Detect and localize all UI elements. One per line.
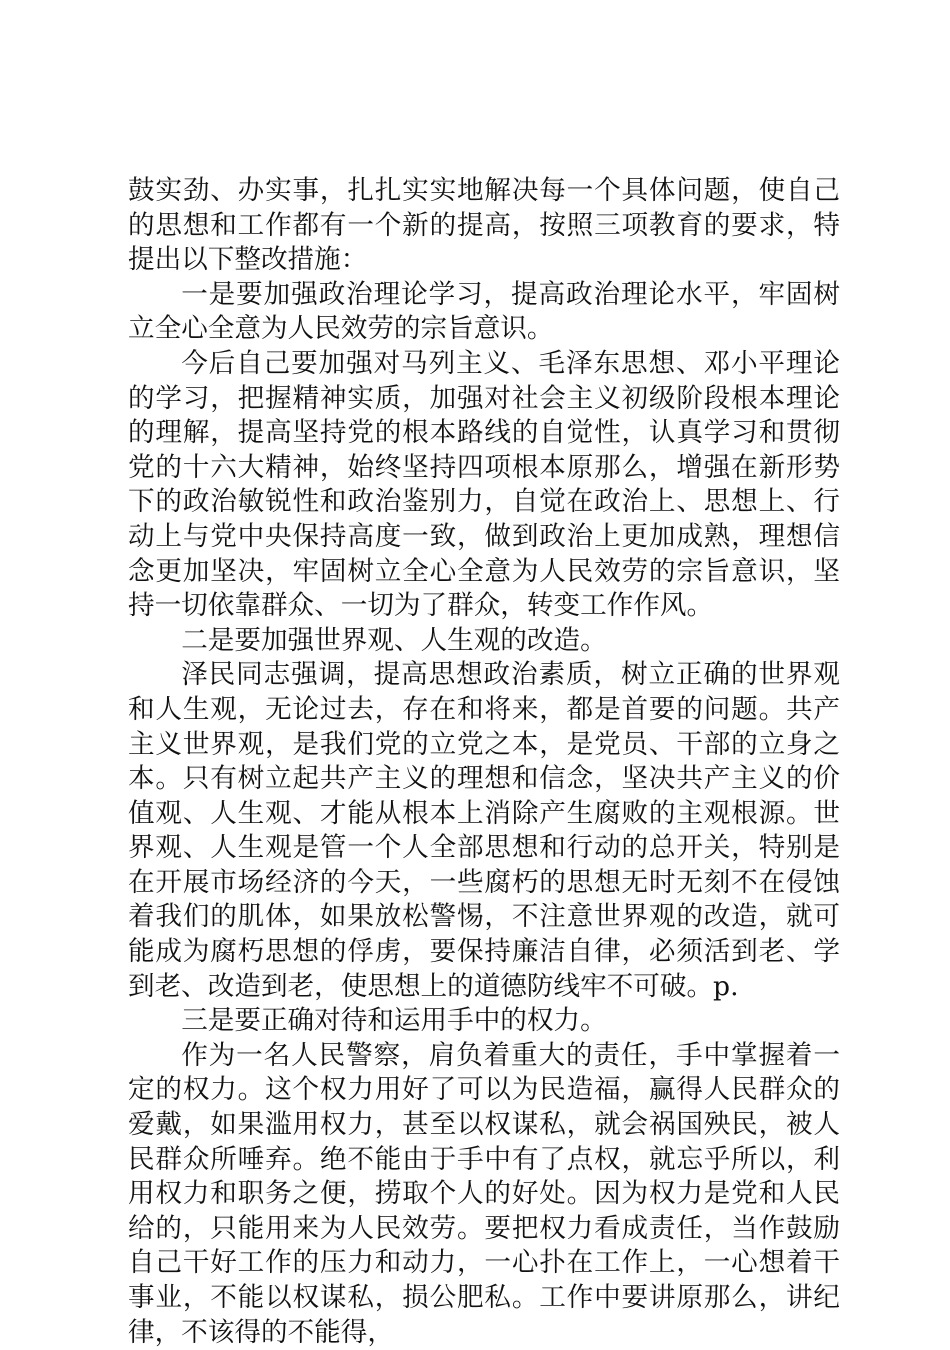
paragraph-6 xyxy=(128,1004,840,1039)
paragraph-2 xyxy=(128,278,840,347)
text-line: 切为了群众，转变工作作风。 xyxy=(367,590,714,622)
text-line: 唾弃。绝不能由于手中有了点权，就忘乎所以，利用权力和职 xyxy=(128,1143,841,1210)
text-line: 以下整改措施： xyxy=(181,244,368,276)
text-line: 私，损公肥私。工作中要讲原那么，讲纪律，不该得的不能得， xyxy=(128,1282,841,1348)
paragraph-3 xyxy=(128,347,840,624)
text-line: 泽民同志强调，提高思想政治素质，树立正确的世界观和人 xyxy=(128,659,840,725)
text-line: 果放松警惕，不注意世界观的改造，就可能成为腐朽思想的俘 xyxy=(128,901,841,968)
paragraph-1 xyxy=(128,174,840,278)
text-line: 观、才能从根本上消除产生腐败的主观根源。世界观、人生观 xyxy=(128,797,841,864)
text-line: 三是要正确对待和运用手中的权力。 xyxy=(181,1005,607,1037)
text-line: 虏，要保持廉洁自律，必须活到老、学到老、改造到老，使思 xyxy=(128,936,841,1002)
text-line: 务之便，捞取个人的好处。因为权力是党和人民给的，只能用 xyxy=(128,1178,841,1244)
text-line: 一是要加强政治理论学习，提高政治理论水平，牢固树立全 xyxy=(128,278,840,345)
text-line: 来为人民效劳。要把权力看成责任，当作鼓励自己干好工作的 xyxy=(128,1212,841,1279)
document-page xyxy=(128,174,840,1350)
text-line: 想上的道德防线牢不可破。p. xyxy=(393,970,739,1002)
text-line: 权力。这个权力用好了可以为民造福，赢得人民群众的爱戴， xyxy=(128,1074,841,1141)
text-line: 性和政治鉴别力，自觉在政治上、思想上、行动上与党中央保 xyxy=(128,486,841,552)
paragraph-4 xyxy=(128,624,840,659)
text-line: 生观，无论过去，存在和将来，都是首要的问题。共产主义世 xyxy=(128,693,841,760)
text-line: 作为一名人民警察，肩负着重大的责任，手中掌握着一定的 xyxy=(128,1039,840,1106)
text-line: 今后自己要加强对马列主义、毛泽东思想、邓小平理论的学 xyxy=(128,347,840,414)
text-line: 的今天，一些腐朽的思想无时无刻不在侵蚀着我们的肌体，如 xyxy=(128,866,841,933)
text-line: 鼓实劲、办实事，扎扎实实地解决每一个具体问题，使自己的 xyxy=(128,175,840,241)
text-line: 二是要加强世界观、人生观的改造。 xyxy=(181,624,607,656)
paragraph-7 xyxy=(128,1039,840,1350)
text-line: 心全意为人民效劳的宗旨意识。 xyxy=(181,313,554,345)
text-line: 界观，是我们党的立党之本，是党员、干部的立身之本。只有 xyxy=(128,728,840,795)
text-line: 树立全心全意为人民效劳的宗旨意识，坚持一切依靠群众、一 xyxy=(128,555,841,622)
text-line: 持高度一致，做到政治上更加成熟，理想信念更加坚决，牢固 xyxy=(128,520,841,587)
paragraph-5 xyxy=(128,658,840,1004)
text-line: 如果滥用权力，甚至以权谋私，就会祸国殃民，被人民群众所 xyxy=(128,1109,840,1175)
text-line: 习，把握精神实质，加强对社会主义初级阶段根本理论的理解， xyxy=(128,382,841,449)
text-line: 提高坚持党的根本路线的自觉性，认真学习和贯彻党的十六大 xyxy=(128,417,841,483)
text-line: 精神，始终坚持四项根本原那么，增强在新形势下的政治敏锐 xyxy=(128,451,841,518)
text-line: 压力和动力，一心扑在工作上，一心想着干事业，不能以权谋 xyxy=(128,1247,841,1313)
text-line: 是管一个人全部思想和行动的总开关，特别是在开展市场经济 xyxy=(128,832,841,898)
text-line: 树立起共产主义的理想和信念，坚决共产主义的价值观、人生 xyxy=(128,763,841,829)
text-line: 思想和工作都有一个新的提高，按照三项教育的要求，特提出 xyxy=(128,209,841,276)
